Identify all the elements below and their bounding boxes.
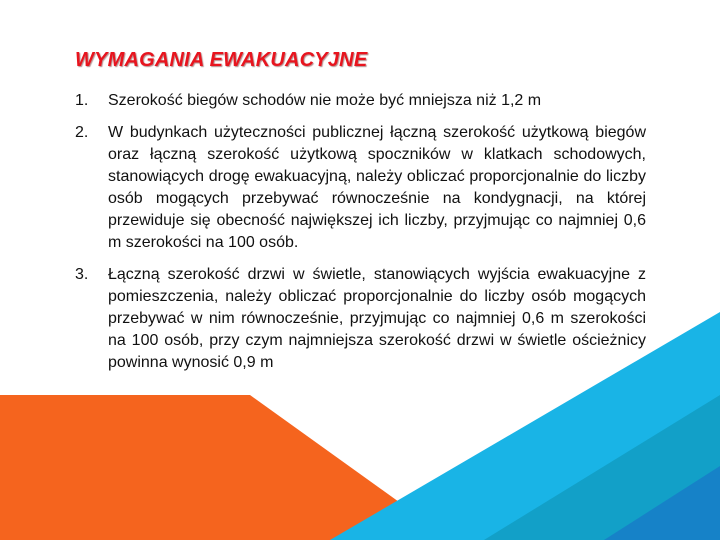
list-item: [75, 90, 646, 112]
item-text: Łączną szerokość drzwi w świetle, stanowiących wyjścia ewakuacyjne z pomieszczenia, należy obliczać proporcjonalnie do liczby osób mogących przebywać w nim równocześnie, przyjmując co najmniej 0,6 m szerokości na 100 osób, przy czym najmniejsza szerokość drzwi w świetle ościeżnicy powinna wynosić 0,9 m: [108, 266, 646, 371]
item-text: W budynkach użyteczności publicznej łączną szerokość użytkową biegów oraz łączną szerokość użytkową spoczników w klatkach schodowych, stanowiących drogę ewakuacyjną, należy obliczać proporcjonalnie do liczby osób mogących przebywać równocześnie na kondygnacji, na której przewiduje się obecność największej ich liczby, przyjmując co najmniej 0,6 m szerokości na 100 osób.: [108, 124, 646, 251]
item-text: Szerokość biegów schodów nie może być mniejsza niż 1,2 m: [108, 92, 542, 109]
slide-title: WYMAGANIA EWAKUACYJNE: [75, 49, 368, 71]
requirements-list: [75, 90, 646, 384]
list-item: [75, 264, 646, 374]
item-number: 3.: [75, 266, 89, 283]
item-number: 1.: [75, 92, 89, 109]
list-item: [75, 122, 646, 254]
item-number: 2.: [75, 124, 89, 141]
